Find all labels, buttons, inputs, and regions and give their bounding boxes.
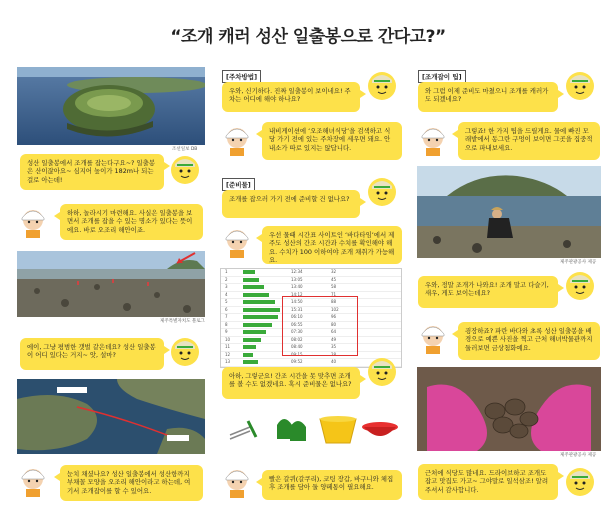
tide-day: 6: [225, 306, 228, 312]
tide-table-row: [221, 284, 401, 292]
boy-character: [18, 206, 48, 238]
tide-value: 71: [331, 291, 337, 297]
speech-bubble: 성산 일출봉에서 조개를 잡는다구요~? 일출봉은 산이잖아요~ 심지어 높이가 182m나 되는 걸로 아는데!: [20, 154, 164, 190]
tide-value: 32: [331, 269, 337, 274]
photo-clam-digging: [417, 166, 601, 258]
tide-value: 80: [331, 321, 337, 327]
boy-character: [418, 322, 448, 354]
tide-bar: [243, 315, 278, 319]
tide-value: 88: [331, 299, 337, 304]
tide-time: 14:12: [291, 291, 303, 297]
tide-bar: [243, 345, 256, 349]
tide-value: 45: [331, 276, 337, 282]
tide-time: 15:31: [291, 306, 303, 312]
tide-day: 3: [225, 284, 228, 289]
photo-tidal-flat: [17, 251, 205, 317]
tide-time: 06:55: [291, 321, 303, 327]
tide-time: 09:15: [291, 351, 303, 357]
tide-bar: [243, 338, 261, 342]
speech-bubble: 근처에 식당도 많네요. 드라이브하고 조개도 잡고 맛집도 가고~ 그야말로 일석삼조! 알려주셔서 감사합니다.: [418, 464, 558, 500]
photo-credit: 제주특별자치도 블로그: [160, 319, 205, 324]
photo-credit: 조선일보 DB: [172, 147, 198, 152]
photo-ilchulbong-aerial: [17, 67, 205, 145]
tide-bar: [243, 293, 269, 297]
tide-day: 8: [225, 321, 228, 327]
photo-credit: 제주관광공사 제공: [560, 260, 597, 265]
tide-time: 08:40: [291, 344, 303, 349]
tide-table-row: [221, 269, 401, 277]
tide-time: 12:34: [291, 269, 303, 274]
mascot-character: [367, 70, 397, 102]
speech-bubble: 그렇죠! 한 가지 팁을 드릴게요. 물에 빠진 모래밭에서 동그란 구멍이 보이면 그곳을 집중적으로 파내보세요.: [458, 122, 600, 160]
photo-clams-in-hands: [417, 367, 601, 451]
speech-bubble: 와 그럼 이제 준비도 마쳤으니 조개를 캐러가도 되겠네요?: [418, 82, 558, 112]
tide-time: 14:50: [291, 299, 303, 304]
section-label-parking: [주차방법]: [222, 70, 261, 83]
tide-bar: [243, 330, 266, 334]
tide-bar: [243, 300, 275, 304]
tide-bar: [243, 270, 255, 274]
section-label-tips: [조개잡이 팁]: [418, 70, 466, 83]
tide-value: 28: [331, 351, 337, 357]
mascot-character: [367, 176, 397, 208]
tide-time: 07:30: [291, 329, 303, 334]
tide-value: 35: [331, 344, 337, 349]
map-ojori-coast: [17, 379, 205, 454]
tide-day: 9: [225, 329, 228, 334]
mascot-character: [170, 154, 200, 186]
tide-time: 13:05: [291, 276, 303, 282]
section-label-supplies: [준비물]: [222, 178, 255, 191]
tide-day: 1: [225, 269, 228, 274]
speech-bubble: 조개를 잡으러 가기 전에 준비할 건 없나요?: [222, 190, 360, 218]
mascot-character: [565, 466, 595, 498]
tide-time: 06:10: [291, 314, 303, 319]
tide-bar: [243, 353, 253, 357]
tide-table-highlight: [282, 296, 358, 356]
tide-day: 13: [225, 359, 231, 364]
tide-day: 4: [225, 291, 228, 297]
tide-day: 7: [225, 314, 228, 319]
tide-bar: [243, 308, 280, 312]
photo-credit: 제주관광공사 제공: [560, 453, 597, 458]
tide-value: 102: [331, 306, 339, 312]
boy-character: [222, 226, 252, 258]
speech-bubble: 굉장하죠? 파란 바다와 초록 성산 일출봉을 배경으로 예쁜 사진을 찍고 근처 해녀박물관까지 둘러보면 금상첨화예요.: [458, 322, 600, 360]
speech-bubble: 우선 물때 시간표 사이트인 ‘바다타임’에서 제주도 성산의 간조 시간과 수치를 확인해야 해요. 수치가 100 이하여야 조개 채취가 가능해요.: [262, 226, 402, 264]
speech-bubble: 에이, 그냥 평범한 갯벌 같은데요? 성산 일출봉이 어디 있다는 거지~ 앗, 설마?: [20, 338, 164, 370]
tide-time: 08:02: [291, 336, 303, 342]
speech-bubble: 아하, 그렇군요! 간조 시간을 못 맞추면 조개를 볼 수도 없겠네요. 혹시 준비물은 없나요?: [222, 367, 360, 399]
mascot-character: [565, 270, 595, 302]
speech-bubble: 내비게이션에 ‘오조해녀식당’을 검색하고 식당 가기 전에 있는 주차장에 세우면 돼요. 안내소가 따로 있지는 않답니다.: [262, 122, 402, 160]
speech-bubble: 빨은 갈퀴(갈쿠리), 코팅 장갑, 바구니와 체집 후 조개를 담아 둘 양페통이 필요해요.: [262, 470, 402, 500]
page-title: “조개 캐러 성산 일출봉으로 간다고?”: [170, 27, 446, 47]
tide-day: 11: [225, 344, 231, 349]
mascot-character: [170, 336, 200, 368]
tide-day: 2: [225, 276, 228, 282]
tide-value: 64: [331, 329, 337, 334]
speech-bubble: 우와, 신기하다. 진짜 일출봉이 보이네요! 주차는 어디에 해야 하나요?: [222, 82, 360, 112]
tide-time: 09:52: [291, 359, 303, 364]
tide-day: 12: [225, 351, 231, 357]
tide-bar: [243, 323, 272, 327]
tide-bar: [243, 278, 259, 282]
boy-character: [222, 466, 252, 498]
tide-day: 5: [225, 299, 228, 304]
mascot-character: [367, 356, 397, 388]
boy-character: [418, 124, 448, 156]
tide-value: 58: [331, 284, 337, 289]
tide-bar: [243, 360, 258, 364]
tide-table-row: [221, 277, 401, 285]
tide-value: 40: [331, 359, 337, 364]
speech-bubble: 우와, 정말 조개가 나와요! 조개 말고 다슬기, 새우, 게도 보이는데요?: [418, 276, 558, 308]
boy-character: [18, 465, 48, 497]
supplies-illustration: [222, 405, 400, 451]
boy-character: [222, 124, 252, 156]
tide-time: 13:40: [291, 284, 303, 289]
speech-bubble: 하하, 놀라시기 마련해요. 사실은 일출봉을 보면서 조개를 잡을 수 있는 명소가 있다는 뜻이에요. 바로 오조리 해안이죠.: [60, 204, 203, 240]
tide-value: 96: [331, 314, 337, 319]
tide-value: 49: [331, 336, 337, 342]
tide-bar: [243, 285, 264, 289]
mascot-character: [565, 70, 595, 102]
speech-bubble: 눈치 채셨나요? 성산 일출봉에서 성산항까지 부채꼴 모양을 오조리 해안이라고 하는데, 여기서 조개잡이를 할 수 있어요.: [60, 465, 203, 501]
tide-day: 10: [225, 336, 231, 342]
